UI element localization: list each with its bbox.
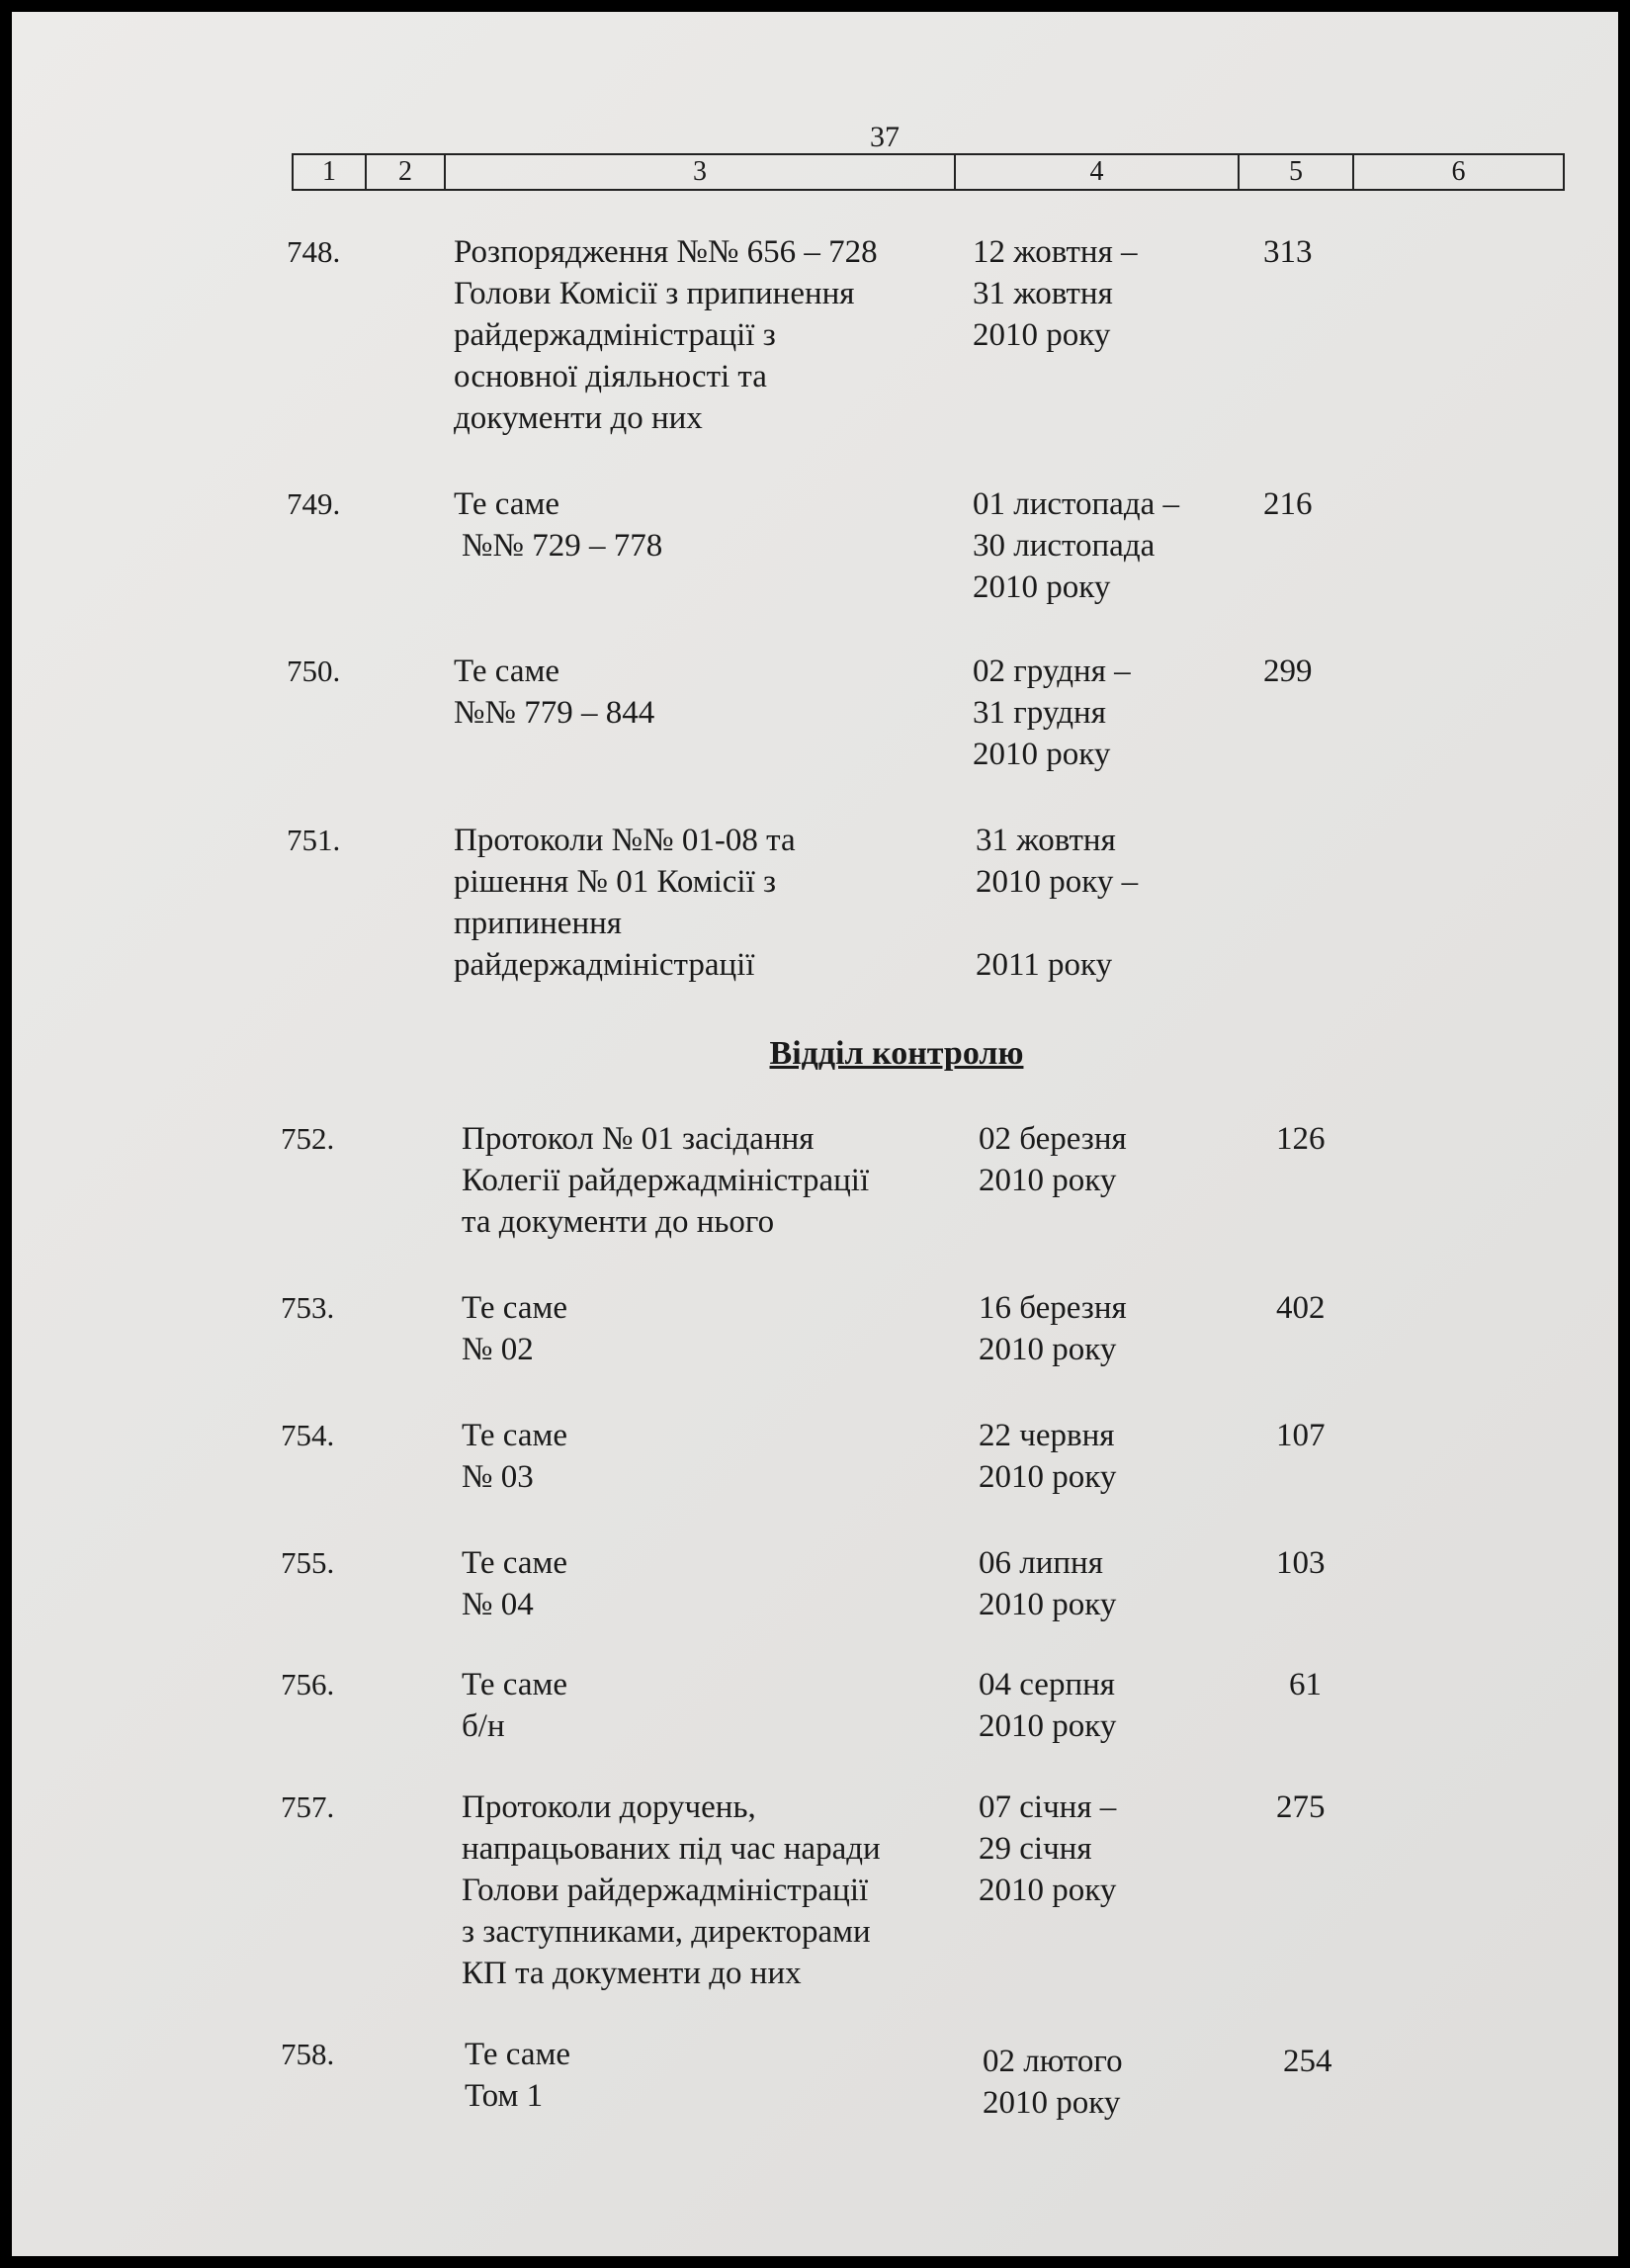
row-date-line: 31 жовтня <box>973 276 1113 311</box>
row-date-line: 06 липня <box>979 1545 1103 1581</box>
row-date-line: 01 листопада – <box>973 486 1180 522</box>
row-title-line: Те саме <box>462 1667 568 1702</box>
row-dates <box>979 1118 1127 1201</box>
row-number: 755. <box>281 1545 335 1580</box>
row-date-line: 02 березня <box>979 1121 1127 1157</box>
row-number: 752. <box>281 1121 335 1156</box>
row-title-line: Те саме <box>465 2037 571 2072</box>
row-number: 748. <box>287 234 341 269</box>
row-title-line: Розпорядження №№ 656 – 728 <box>454 234 878 270</box>
row-date-line: 2010 року <box>979 1708 1117 1744</box>
row-title-line: Те саме <box>454 486 560 522</box>
row-title-line: Те саме <box>462 1545 568 1581</box>
document-page <box>12 12 1618 2256</box>
row-number: 753. <box>281 1290 335 1325</box>
row-title-line: напрацьованих під час наради <box>462 1831 881 1867</box>
row-date-line: 2010 року <box>973 317 1111 353</box>
row-sheet-count: 275 <box>1276 1789 1326 1825</box>
row-title-line: Те саме <box>454 654 560 689</box>
row-title-line: Том 1 <box>465 2078 544 2114</box>
row-sheet-count: 103 <box>1276 1545 1326 1581</box>
row-date-line: 2010 року <box>973 737 1111 772</box>
row-date-line <box>976 903 1138 944</box>
row-date-line: 31 жовтня <box>976 823 1116 858</box>
row-sheet-count: 107 <box>1276 1418 1326 1453</box>
row-title-line: №№ 779 – 844 <box>454 695 655 731</box>
row-title-line: Протокол № 01 засідання <box>462 1121 815 1157</box>
row-sheet-count: 313 <box>1263 234 1313 270</box>
row-title <box>462 1787 881 1994</box>
row-sheet-count: 402 <box>1276 1290 1326 1326</box>
row-title-line: КП та документи до них <box>462 1956 802 1991</box>
row-dates <box>973 231 1138 356</box>
row-title-line: припинення <box>454 906 622 941</box>
column-header-4: 4 <box>956 155 1240 189</box>
row-title-line: № 03 <box>462 1459 534 1495</box>
row-dates <box>973 651 1131 775</box>
row-number: 750. <box>287 654 341 688</box>
row-date-line: 29 січня <box>979 1831 1092 1867</box>
row-title-line: Голови Комісії з припинення <box>454 276 855 311</box>
page-number: 37 <box>870 121 900 153</box>
row-sheet-count: 254 <box>1283 2044 1332 2079</box>
row-sheet-count: 126 <box>1276 1121 1326 1157</box>
row-title <box>454 651 654 734</box>
row-number: 756. <box>281 1667 335 1701</box>
row-title-line: Те саме <box>462 1290 568 1326</box>
row-dates <box>979 1664 1116 1747</box>
row-date-line: 16 березня <box>979 1290 1127 1326</box>
row-number: 754. <box>281 1418 335 1452</box>
column-header-2: 2 <box>367 155 446 189</box>
row-title-line: б/н <box>462 1708 505 1744</box>
row-title-line: № 04 <box>462 1587 534 1622</box>
section-title: Відділ контролю <box>769 1035 1024 1072</box>
row-title-line: № 02 <box>462 1332 534 1367</box>
row-title <box>462 1542 567 1625</box>
row-date-line: 2010 року – <box>976 864 1139 900</box>
row-title-line: №№ 729 – 778 <box>462 528 663 564</box>
row-dates <box>979 1542 1116 1625</box>
row-date-line: 04 серпня <box>979 1667 1115 1702</box>
row-date-line: 30 листопада <box>973 528 1156 564</box>
row-date-line: 2010 року <box>973 569 1111 605</box>
row-title-line: Протоколи доручень, <box>462 1789 756 1825</box>
row-date-line: 12 жовтня – <box>973 234 1138 270</box>
row-number: 758. <box>281 2037 335 2071</box>
row-title <box>462 1415 567 1498</box>
row-sheet-count: 299 <box>1263 654 1313 689</box>
row-date-line: 2010 року <box>979 1459 1117 1495</box>
column-header-3: 3 <box>446 155 956 189</box>
row-date-line: 2011 року <box>976 947 1113 983</box>
column-header-row <box>292 153 1565 191</box>
row-title-line: райдержадміністрації з <box>454 317 776 353</box>
row-title-line: райдержадміністрації <box>454 947 755 983</box>
row-title <box>454 820 796 986</box>
row-date-line: 02 лютого <box>983 2044 1123 2079</box>
row-number: 757. <box>281 1789 335 1824</box>
row-date-line: 07 січня – <box>979 1789 1117 1825</box>
row-title <box>465 2034 570 2117</box>
row-sheet-count: 216 <box>1263 486 1313 522</box>
row-dates <box>979 1787 1116 1911</box>
row-date-line: 2010 року <box>979 1873 1117 1908</box>
row-dates <box>976 820 1138 986</box>
row-title-line: з заступниками, директорами <box>462 1914 871 1950</box>
row-date-line: 2010 року <box>979 1163 1117 1198</box>
row-title <box>454 231 878 439</box>
row-title <box>454 483 662 567</box>
row-number: 749. <box>287 486 341 521</box>
row-dates <box>973 483 1179 608</box>
row-date-line: 22 червня <box>979 1418 1115 1453</box>
row-title-line: рішення № 01 Комісії з <box>454 864 777 900</box>
row-date-line: 2010 року <box>983 2085 1121 2121</box>
column-header-5: 5 <box>1240 155 1354 189</box>
row-dates <box>983 2041 1123 2124</box>
row-title-line: основної діяльності та <box>454 359 767 394</box>
row-title <box>462 1118 869 1243</box>
row-title-line: та документи до нього <box>462 1204 775 1240</box>
row-title-line: документи до них <box>454 400 703 436</box>
row-dates <box>979 1415 1116 1498</box>
row-sheet-count: 61 <box>1289 1667 1322 1702</box>
row-title-line: Голови райдержадміністрації <box>462 1873 869 1908</box>
row-number: 751. <box>287 823 341 857</box>
row-date-line: 2010 року <box>979 1332 1117 1367</box>
column-header-6: 6 <box>1451 156 1466 187</box>
column-header-1: 1 <box>294 155 367 189</box>
row-date-line: 02 грудня – <box>973 654 1131 689</box>
row-date-line: 31 грудня <box>973 695 1106 731</box>
row-title-line: Те саме <box>462 1418 568 1453</box>
row-title <box>462 1664 567 1747</box>
row-date-line: 2010 року <box>979 1587 1117 1622</box>
row-title <box>462 1287 567 1370</box>
row-title-line: Протоколи №№ 01-08 та <box>454 823 796 858</box>
row-title-line: Колегії райдержадміністрації <box>462 1163 870 1198</box>
row-dates <box>979 1287 1127 1370</box>
